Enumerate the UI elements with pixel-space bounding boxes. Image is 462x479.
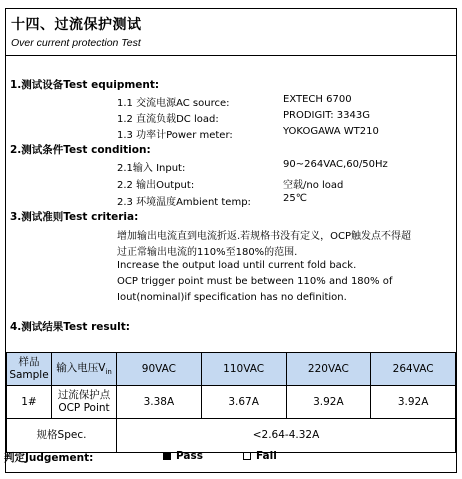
condition-label-input: 2.1输入 Input:	[117, 163, 186, 174]
equipment-heading: 1.测试设备Test equipment:	[10, 79, 160, 91]
condition-label-output: 2.2 输出Output:	[117, 180, 195, 191]
equipment-value-ac-source: EXTECH 6700	[283, 94, 352, 105]
ocp-point-label-en: OCP Point	[58, 402, 110, 414]
input-voltage-label: 输入电压V	[56, 361, 106, 374]
sample-header	[7, 353, 52, 386]
judgement-label: 判定Judgement:	[4, 452, 94, 464]
ocp-value-264vac: 3.92A	[371, 386, 456, 419]
table-row	[7, 386, 456, 419]
condition-value-ambient-temp: 25℃	[283, 193, 307, 204]
equipment-value-power-meter: YOKOGAWA WT210	[283, 126, 379, 137]
unchecked-box-icon	[243, 452, 251, 460]
equipment-value-dc-load: PRODIGIT: 3343G	[283, 110, 370, 121]
criteria-line: 增加输出电流直到电流折返.若规格书没有定义，OCP触发点不得超	[117, 231, 412, 242]
test-report-frame	[5, 8, 457, 473]
checked-box-icon	[163, 452, 171, 460]
result-header-row	[7, 353, 456, 386]
equipment-label-power-meter: 1.3 功率计Power meter:	[117, 130, 233, 141]
spec-label: 规格Spec.	[7, 419, 117, 453]
input-voltage-subscript: in	[105, 367, 112, 376]
page-subtitle: Over current protection Test	[11, 37, 141, 49]
page-title: 十四、过流保护测试	[11, 17, 142, 33]
condition-heading: 2.测试条件Test condition:	[10, 144, 151, 156]
sample-header-cn: 样品	[18, 356, 40, 369]
judgement-fail-label: Fail	[256, 450, 277, 462]
result-table	[6, 352, 456, 453]
ocp-point-label	[52, 386, 117, 419]
result-heading: 4.测试结果Test result:	[10, 321, 130, 333]
condition-value-input: 90~264VAC,60/50Hz	[283, 159, 388, 170]
criteria-line: Increase the output load until current fold back.	[117, 260, 357, 271]
ocp-point-label-cn: 过流保护点	[57, 389, 111, 402]
voltage-column-90vac: 90VAC	[117, 353, 202, 386]
criteria-line: Iout(nominal)if specification has no definition.	[117, 292, 347, 303]
ocp-value-90vac: 3.38A	[117, 386, 202, 419]
equipment-label-dc-load: 1.2 直流负载DC load:	[117, 114, 219, 125]
spec-row	[7, 419, 456, 453]
sample-header-en: Sample	[9, 369, 49, 381]
criteria-line: 过正常输出电流的110%至180%的范围.	[117, 247, 298, 258]
voltage-column-110vac: 110VAC	[201, 353, 286, 386]
judgement-fail-option	[243, 450, 277, 462]
judgement-pass-label: Pass	[176, 450, 203, 462]
spec-value: <2.64-4.32A	[117, 419, 456, 453]
voltage-column-220vac: 220VAC	[286, 353, 371, 386]
input-voltage-header	[52, 353, 117, 386]
condition-value-output: 空载/no load	[283, 180, 344, 191]
voltage-column-264vac: 264VAC	[371, 353, 456, 386]
criteria-line: OCP trigger point must be between 110% and 180% of	[117, 276, 393, 287]
title-block	[6, 9, 456, 56]
judgement-pass-option	[163, 450, 203, 462]
criteria-heading: 3.测试准则Test criteria:	[10, 211, 139, 223]
condition-label-ambient-temp: 2.3 环境温度Ambient temp:	[117, 197, 251, 208]
ocp-value-220vac: 3.92A	[286, 386, 371, 419]
equipment-label-ac-source: 1.1 交流电源AC source:	[117, 98, 230, 109]
sample-id: 1#	[7, 386, 52, 419]
ocp-value-110vac: 3.67A	[201, 386, 286, 419]
